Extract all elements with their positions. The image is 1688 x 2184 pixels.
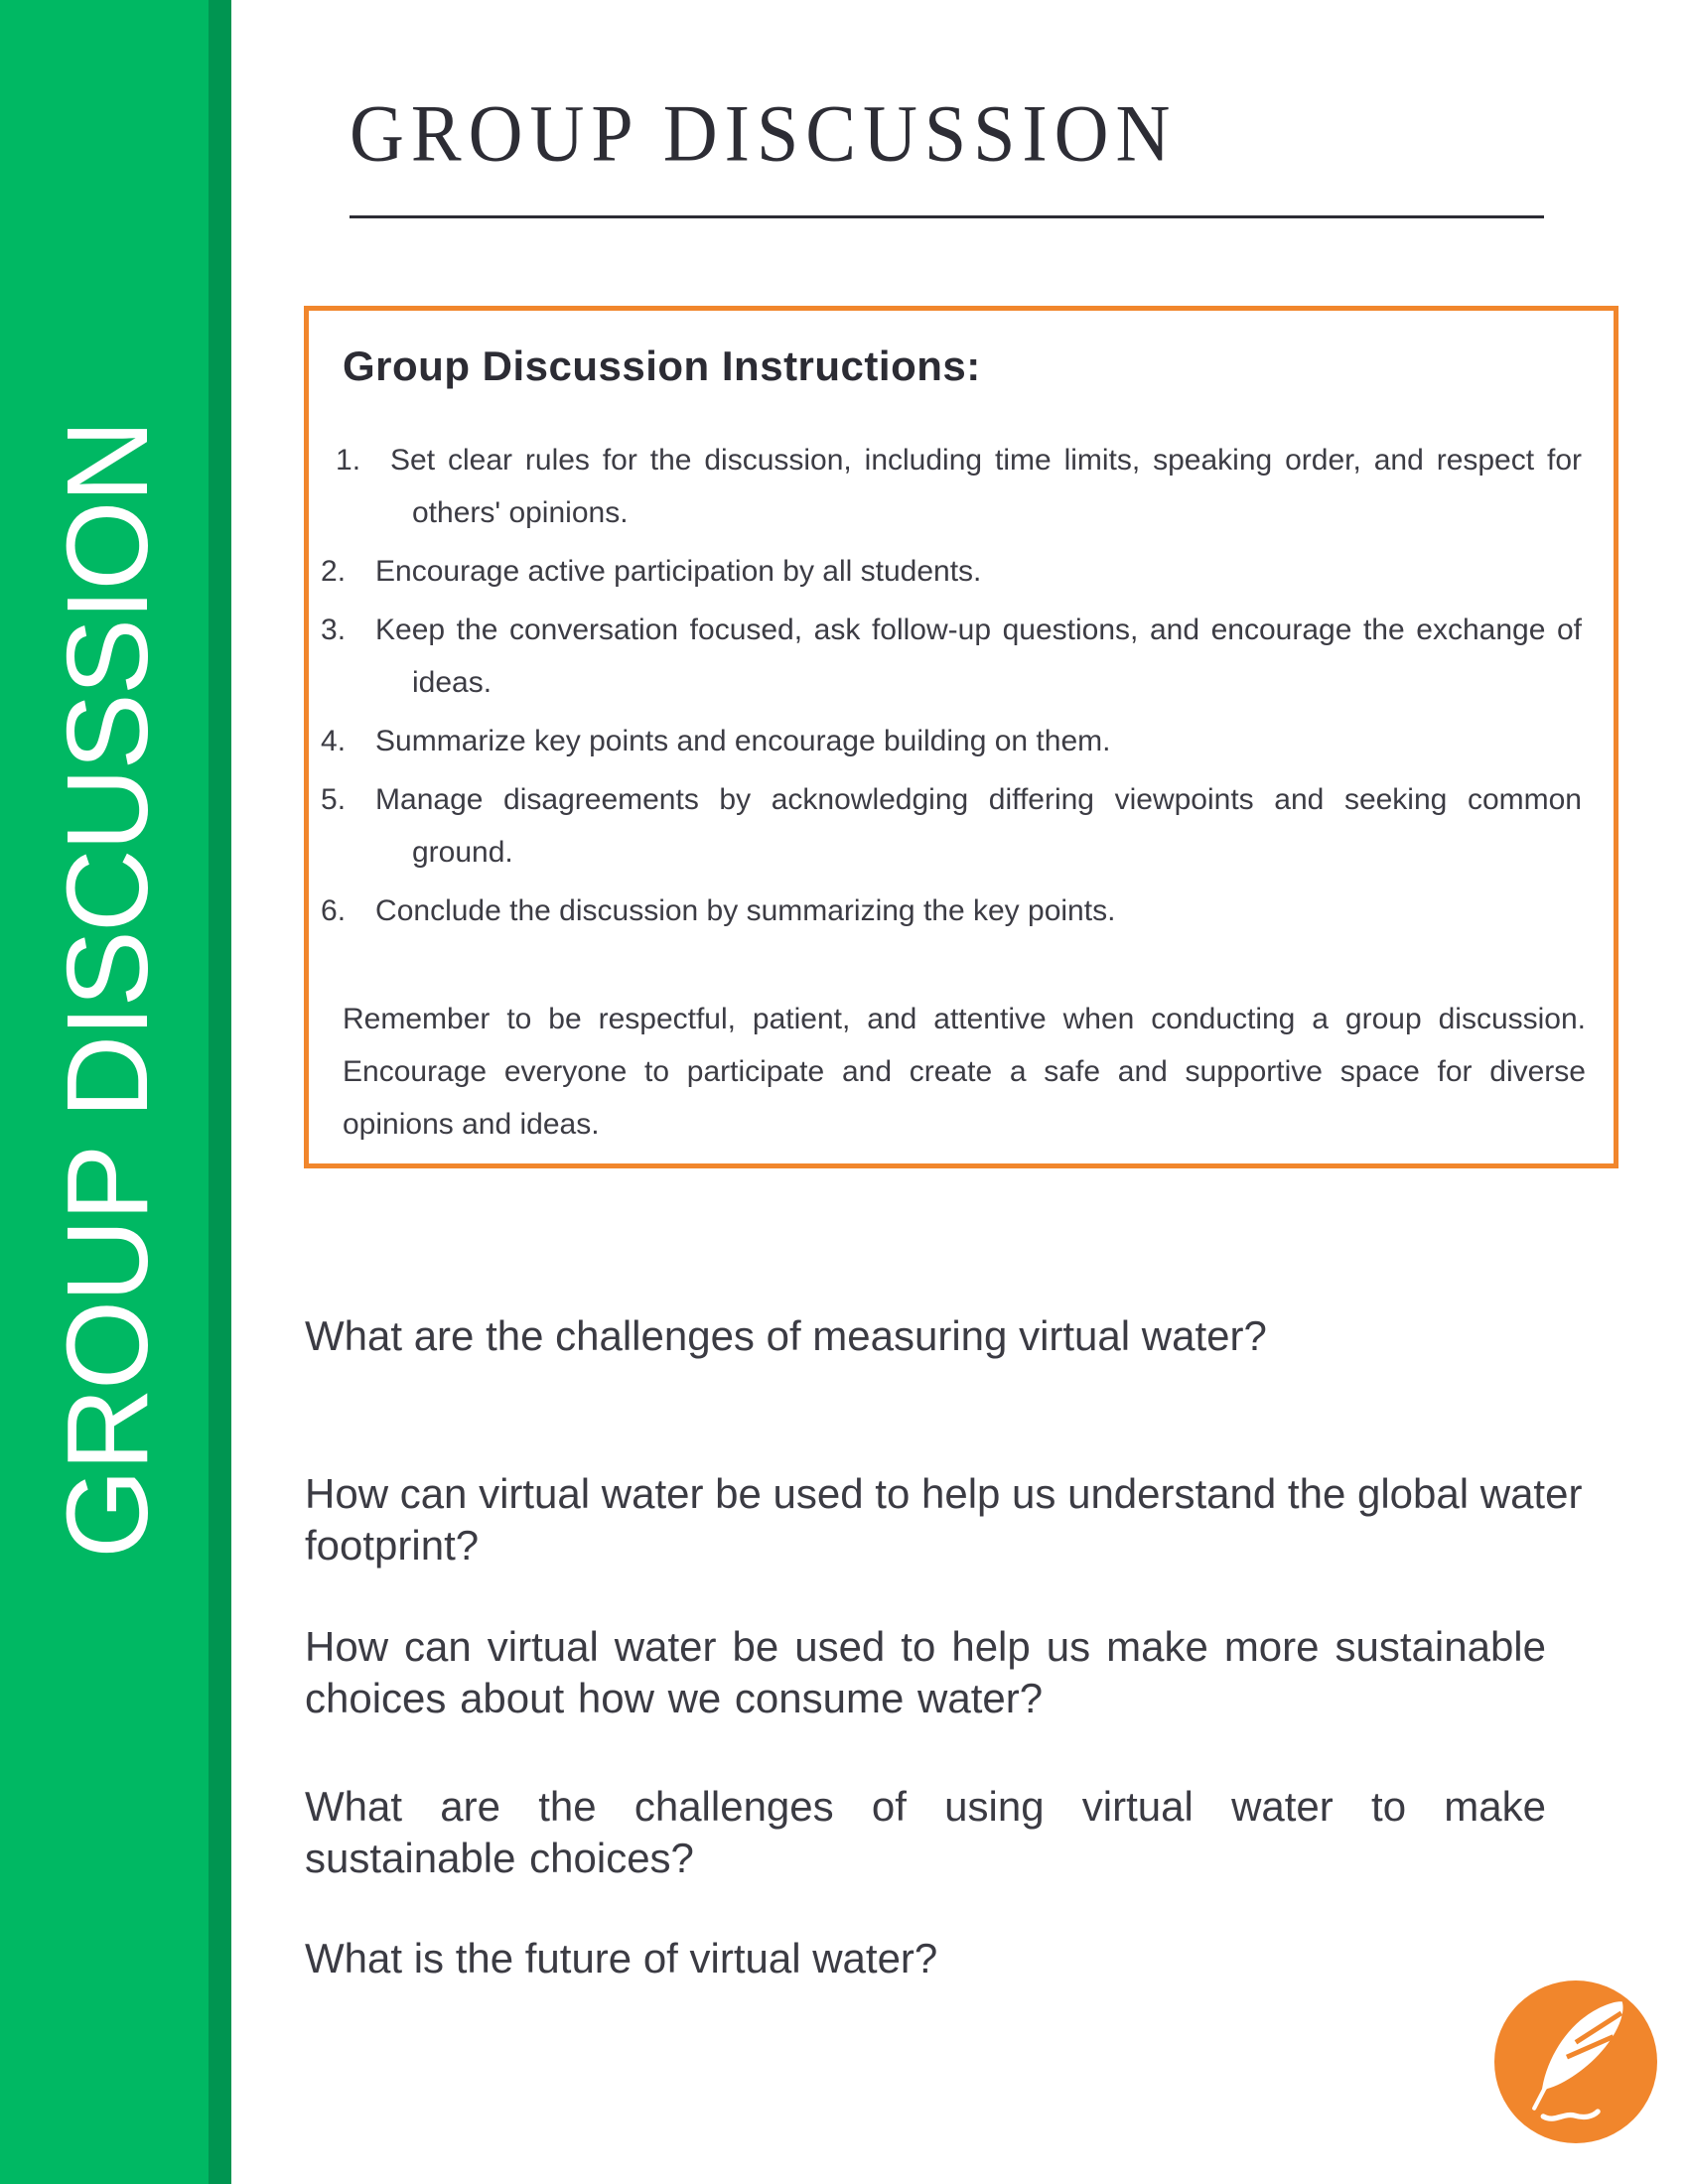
instructions-box	[304, 306, 1618, 1168]
instruction-item: Summarize key points and encourage building on them.	[375, 725, 1111, 757]
instruction-item: Set clear rules for the discussion, including time limits, speaking order, and respect for others' opinions.	[390, 444, 1582, 529]
sidebar-vertical-title: GROUP DISCUSSION	[43, 421, 172, 1559]
discussion-question: What is the future of virtual water?	[305, 1935, 938, 1981]
discussion-question: How can virtual water be used to help us make more sustainable choices about how we consume water?	[305, 1623, 1546, 1721]
page-title: GROUP DISCUSSION	[350, 88, 1178, 179]
questions-section	[305, 1310, 1655, 1984]
discussion-question: How can virtual water be used to help us understand the global water footprint?	[305, 1470, 1583, 1569]
instructions-note: Remember to be respectful, patient, and attentive when conducting a group discussion. Encourage everyone to participate and create a safe and supportive space for diverse opinions and ideas.	[343, 1003, 1586, 1141]
feather-quill-icon	[1494, 1980, 1657, 2143]
discussion-question: What are the challenges of measuring virtual water?	[305, 1312, 1267, 1359]
instruction-item: Conclude the discussion by summarizing the key points.	[375, 894, 1116, 927]
sidebar-accent-strip	[209, 0, 231, 2184]
publisher-logo	[1494, 1980, 1657, 2143]
instruction-item: Encourage active participation by all students.	[375, 555, 982, 588]
instructions-list	[321, 434, 1582, 937]
discussion-question: What are the challenges of using virtual water to make sustainable choices?	[305, 1783, 1546, 1881]
instructions-heading: Group Discussion Instructions:	[343, 342, 981, 389]
instruction-item: Keep the conversation focused, ask follow-up questions, and encourage the exchange of ideas.	[375, 614, 1582, 699]
instruction-item: Manage disagreements by acknowledging differing viewpoints and seeking common ground.	[375, 783, 1582, 869]
title-underline	[350, 215, 1544, 218]
